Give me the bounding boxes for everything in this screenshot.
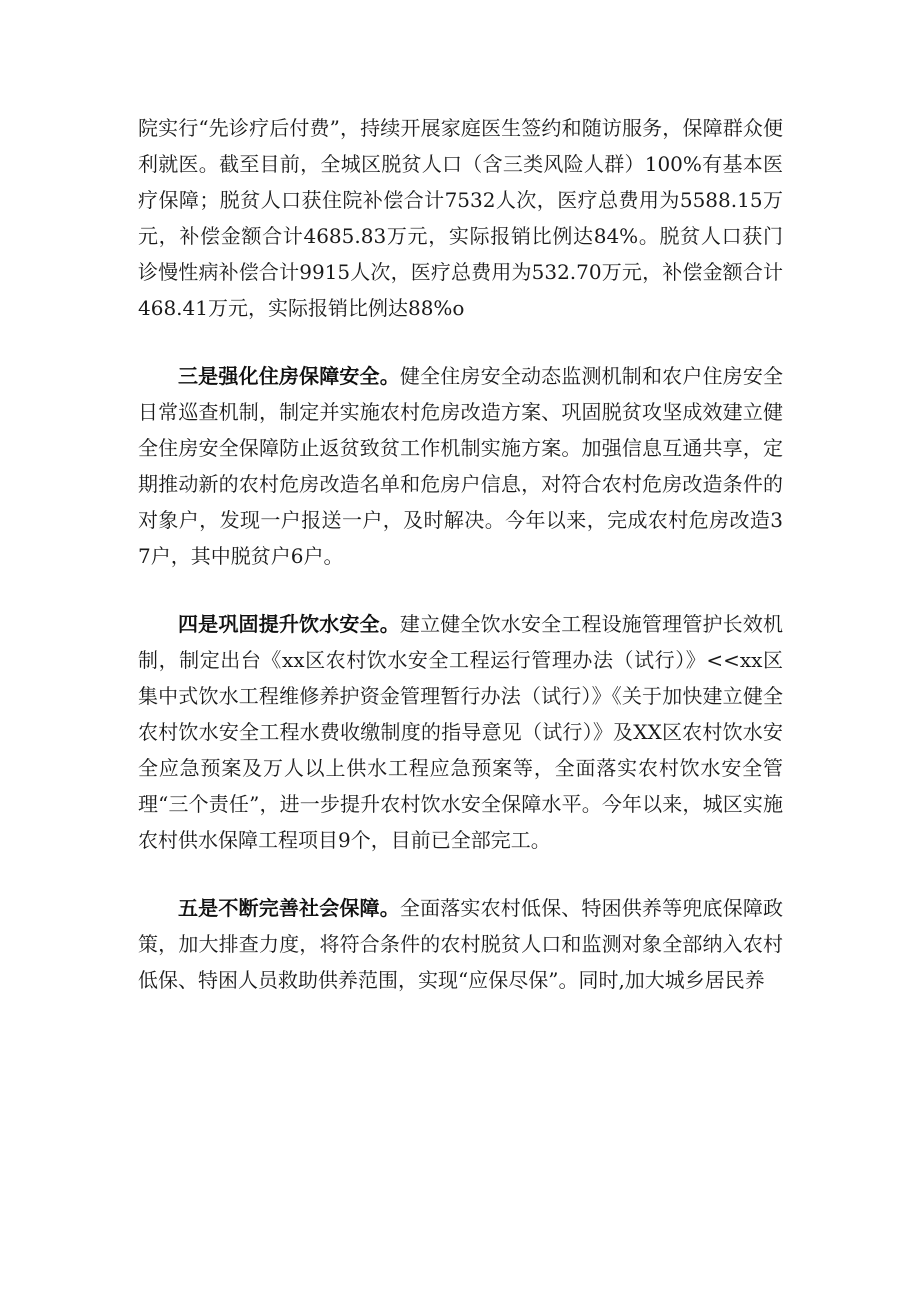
paragraph-lead: 三是强化住房保障安全。 [178, 364, 400, 388]
paragraph-social-security [138, 890, 783, 998]
paragraph-housing-security [138, 358, 783, 574]
paragraph-text: 全面落实农村低保、特困供养等兜底保障政策，加大排查力度，将符合条件的农村脱贫人口和监测对象全部纳入农村低保、特困人员救助供养范围，实现“应保尽保”。同时,加大城乡居民养 [138, 896, 784, 992]
paragraph-medical-security-continued [138, 110, 783, 326]
paragraph-text: 建立健全饮水安全工程设施管理管护长效机制，制定出台《xx区农村饮水安全工程运行管理办法（试行）》<<xx区集中式饮水工程维修养护资金管理暂行办法（试行）》《关于加快建立健全农村饮水安全工程水费收缴制度的指导意见（试行）》及XX区农村饮水安全应急预案及万人以上供水工程应急预案等，全面落实农村饮水安全管理“三个责任”，进一步提升农村饮水安全保障水平。今年以来，城区实施农村供水保障工程项目9个，目前已全部完工。 [138, 612, 784, 852]
paragraph-text: 健全住房安全动态监测机制和农户住房安全日常巡查机制，制定并实施农村危房改造方案、巩固脱贫攻坚成效建立健全住房安全保障防止返贫致贫工作机制实施方案。加强信息互通共享，定期推动新的农村危房改造名单和危房户信息，对符合农村危房改造条件的对象户，发现一户报送一户，及时解决。今年以来，完成农村危房改造37户，其中脱贫户6户。 [138, 364, 784, 568]
paragraph-lead: 四是巩固提升饮水安全。 [178, 612, 400, 636]
document-body [138, 110, 783, 998]
paragraph-drinking-water-security [138, 606, 783, 858]
paragraph-lead: 五是不断完善社会保障。 [178, 896, 400, 920]
paragraph-text: 院实行“先诊疗后付费”，持续开展家庭医生签约和随访服务，保障群众便利就医。截至目前，全城区脱贫人口（含三类风险人群）100%有基本医疗保障；脱贫人口获住院补偿合计7532人次，医疗总费用为5588.15万元，补偿金额合计4685.83万元，实际报销比例达84%。脱贫人口获门诊慢性病补偿合计9915人次，医疗总费用为532.70万元，补偿金额合计468.41万元，实际报销比例达88%o [138, 116, 783, 320]
